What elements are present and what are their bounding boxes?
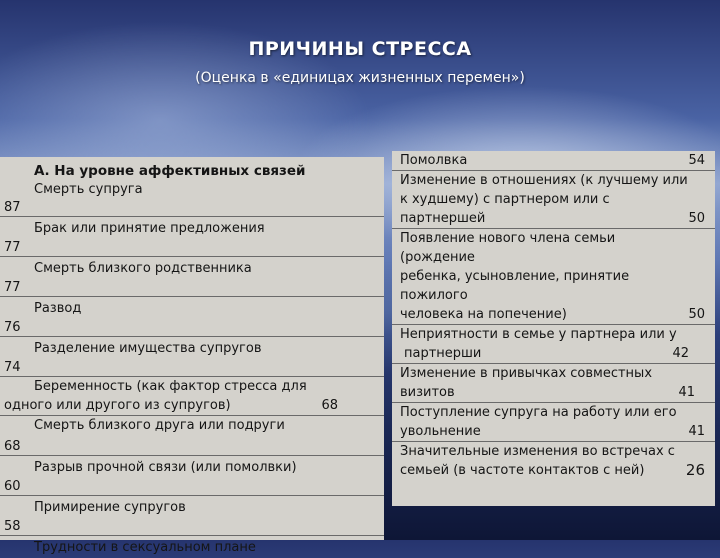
list-item-label: Поступление супруга на работу или его bbox=[400, 405, 677, 420]
list-item-label: увольнение bbox=[400, 424, 481, 439]
list-item-line bbox=[400, 305, 709, 324]
list-item bbox=[0, 496, 384, 536]
list-item-label: Разрыв прочной связи (или помолвки) bbox=[34, 460, 297, 475]
list-item-line bbox=[400, 461, 709, 480]
list-item-label: партнершей bbox=[400, 211, 486, 226]
list-item bbox=[392, 364, 715, 403]
section-heading: А. На уровне аффективных связей bbox=[34, 163, 306, 179]
list-item-label: Изменение в привычках совместных bbox=[400, 366, 653, 381]
list-item-value: 54 bbox=[688, 153, 705, 168]
list-item-label: визитов bbox=[400, 385, 455, 400]
list-item-label: к худшему) с партнером или с bbox=[400, 192, 610, 207]
list-item-label: Трудности в сексуальном плане bbox=[34, 540, 256, 555]
list-item bbox=[392, 442, 715, 480]
list-item bbox=[0, 456, 384, 496]
list-item-label: семьей (в частоте контактов с ней) bbox=[400, 463, 645, 478]
list-item bbox=[392, 171, 715, 229]
list-item-line bbox=[400, 209, 709, 228]
list-item bbox=[0, 377, 384, 416]
list-item bbox=[392, 325, 715, 364]
list-item-value: 68 bbox=[321, 398, 338, 413]
list-item-line bbox=[400, 383, 709, 402]
list-item bbox=[0, 536, 384, 558]
list-item-line bbox=[400, 151, 709, 170]
list-item-label: Появление нового члена семьи bbox=[400, 231, 616, 246]
left-stress-table bbox=[0, 157, 384, 555]
list-item bbox=[0, 257, 384, 297]
list-item-line bbox=[400, 422, 709, 441]
list-item-value: 42 bbox=[672, 346, 689, 361]
list-item bbox=[392, 151, 715, 171]
list-item-value: 68 bbox=[4, 439, 21, 454]
list-item-value: 50 bbox=[688, 307, 705, 322]
list-item-label: Изменение в отношениях (к лучшему или bbox=[400, 173, 688, 188]
list-item-label: Примирение супругов bbox=[34, 500, 186, 515]
list-item-value: 60 bbox=[4, 479, 21, 494]
list-item bbox=[0, 416, 384, 456]
list-item-label: (рождение bbox=[400, 250, 475, 265]
list-item bbox=[392, 229, 715, 325]
list-item-label-line2: одного или другого из супругов) bbox=[4, 398, 231, 413]
list-item-label: Помолвка bbox=[400, 153, 468, 168]
list-item-label: Смерть супруга bbox=[34, 182, 143, 197]
list-item-label: Разделение имущества супругов bbox=[34, 341, 262, 356]
list-item-label: Смерть близкого родственника bbox=[34, 261, 252, 276]
list-item-value: 26 bbox=[685, 461, 705, 479]
slide-title: ПРИЧИНЫ СТРЕССА bbox=[248, 38, 472, 60]
list-item bbox=[0, 297, 384, 337]
list-item-value: 58 bbox=[4, 519, 21, 534]
list-item-label: Неприятности в семье у партнера или у bbox=[400, 327, 677, 342]
right-stress-table bbox=[392, 151, 715, 506]
list-item-label: Смерть близкого друга или подруги bbox=[34, 418, 285, 433]
list-item bbox=[0, 199, 384, 217]
list-item-value: 41 bbox=[678, 385, 695, 400]
list-item-value: 77 bbox=[4, 280, 21, 295]
list-item-label: человека на попечение) bbox=[400, 307, 567, 322]
list-item-label: ребенка, усыновление, принятие bbox=[400, 269, 630, 284]
list-item-label: Значительные изменения во встречах с bbox=[400, 444, 675, 459]
list-item-label: Брак или принятие предложения bbox=[34, 221, 265, 236]
list-item bbox=[0, 217, 384, 257]
list-item-label: партнерши bbox=[404, 346, 482, 361]
list-item-line bbox=[400, 344, 709, 363]
list-item-value: 74 bbox=[4, 360, 21, 375]
list-item-label: пожилого bbox=[400, 288, 468, 303]
slide-subtitle: (Оценка в «единицах жизненных перемен») bbox=[195, 70, 525, 86]
list-item-value: 76 bbox=[4, 320, 21, 335]
list-item-value: 77 bbox=[4, 240, 21, 255]
list-item-value: 41 bbox=[688, 424, 705, 439]
list-item bbox=[0, 337, 384, 377]
list-item-label-continuation bbox=[0, 396, 384, 415]
list-item bbox=[392, 403, 715, 442]
list-item-value: 50 bbox=[688, 211, 705, 226]
list-item-label: Беременность (как фактор стресса для bbox=[34, 379, 307, 394]
list-item-value: 87 bbox=[4, 200, 21, 215]
list-item-label: Развод bbox=[34, 301, 82, 316]
